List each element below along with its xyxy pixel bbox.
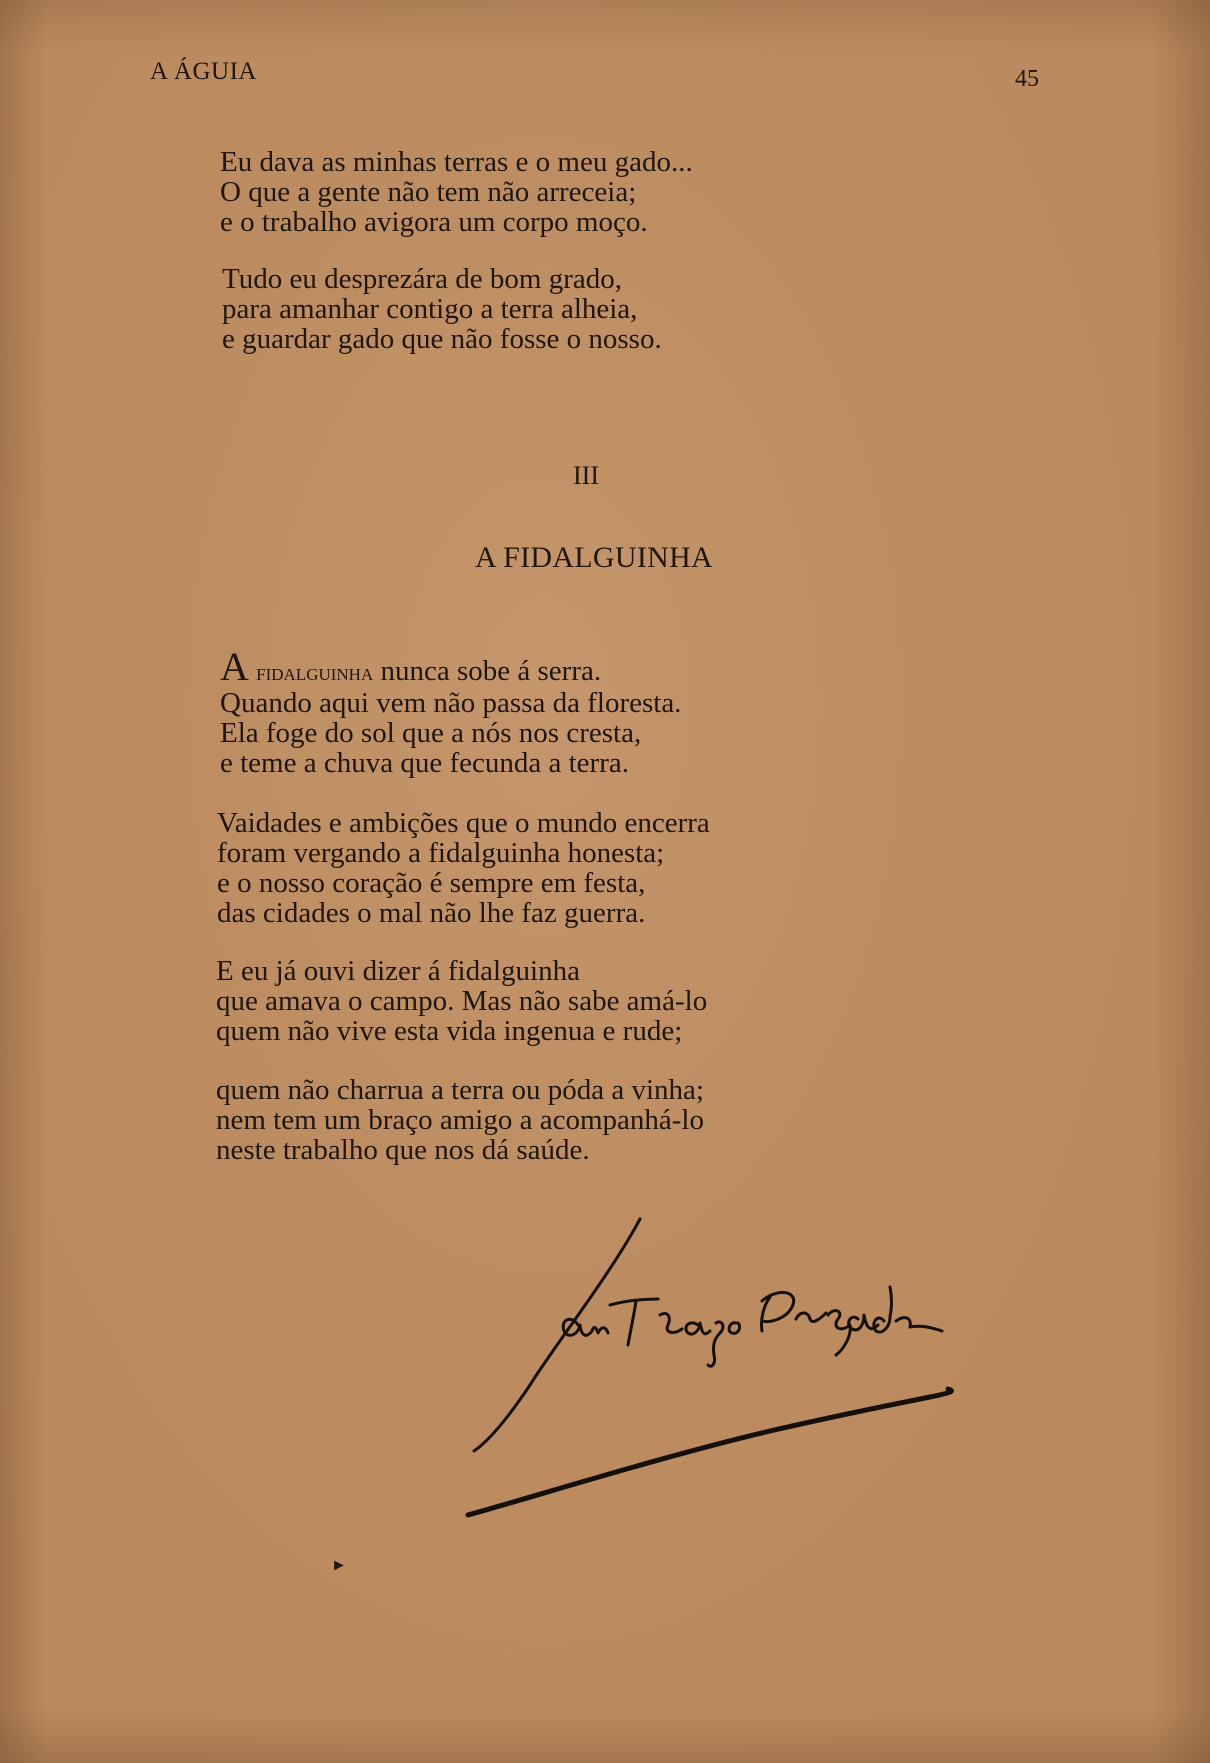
verse-line: e teme a chuva que fecunda a terra. [220, 747, 629, 779]
verse-line: Vaidades e ambições que o mundo encerra [217, 807, 710, 839]
verse-line: E eu já ouvi dizer á fidalguinha [216, 955, 580, 987]
verse-line: Ela foge do sol que a nós nos cresta, [220, 717, 642, 749]
handwritten-signature [460, 1215, 1030, 1535]
poem-title: A FIDALGUINHA [474, 541, 714, 574]
verse-line: foram vergando a fidalguinha honesta; [217, 837, 665, 869]
poem-stanza-4 [216, 1075, 704, 1165]
section-numeral: III [573, 461, 599, 490]
smallcaps-word: fidalguinha [256, 660, 374, 686]
verse-line: Quando aqui vem não passa da floresta. [220, 687, 682, 719]
stray-mark: ► [331, 1557, 347, 1574]
stanza-previous-2 [222, 264, 662, 354]
verse-line: para amanhar contigo a terra alheia, [222, 293, 638, 325]
stanza-previous-1 [220, 147, 693, 237]
verse-line: e o nosso coração é sempre em festa, [217, 867, 646, 899]
verse-line: quem não vive esta vida ingenua e rude; [216, 1015, 683, 1047]
poem-stanza-3 [216, 956, 707, 1046]
verse-line: e o trabalho avigora um corpo moço. [220, 206, 648, 238]
verse-line: que amava o campo. Mas não sabe amá-lo [216, 985, 708, 1017]
poem-stanza-2 [217, 808, 710, 928]
drop-letter: A [220, 644, 249, 689]
verse-line: das cidades o mal não lhe faz guerra. [217, 897, 646, 929]
verse-line: e guardar gado que não fosse o nosso. [222, 323, 662, 355]
verse-line-first [220, 644, 681, 689]
verse-line: Eu dava as minhas terras e o meu gado... [220, 146, 693, 178]
first-line-rest: nunca sobe á serra. [373, 655, 602, 687]
verse-line: Tudo eu desprezára de bom grado, [222, 263, 622, 295]
running-head: A ÁGUIA [150, 58, 257, 85]
verse-line: neste trabalho que nos dá saúde. [216, 1134, 590, 1166]
page-number: 45 [1015, 66, 1039, 92]
poem-stanza-1 [220, 644, 682, 779]
verse-line: nem tem um braço amigo a acompanhá-lo [216, 1104, 704, 1136]
verse-line: O que a gente não tem não arreceia; [220, 176, 637, 208]
verse-line: quem não charrua a terra ou póda a vinha; [216, 1074, 704, 1106]
